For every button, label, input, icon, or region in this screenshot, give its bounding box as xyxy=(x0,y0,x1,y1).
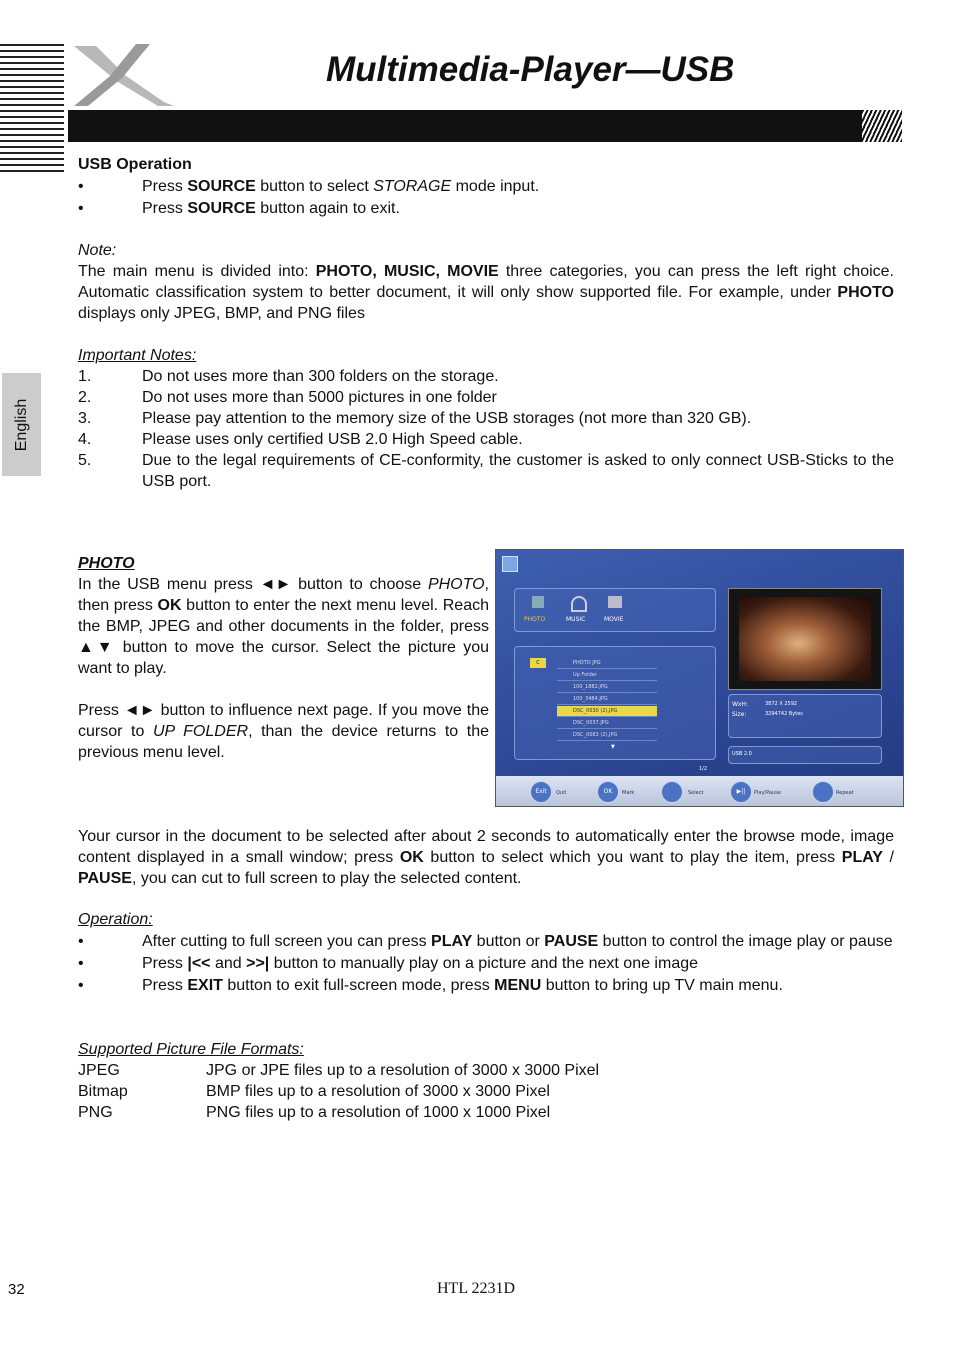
format-row: PNG PNG files up to a resolution of 1000 x 1000 Pixel xyxy=(78,1104,551,1121)
play-pause-button-icon: ▶|| xyxy=(730,781,752,803)
size-value: 3294742 Bytes xyxy=(765,711,803,717)
info-panel xyxy=(728,694,882,738)
header-stripes xyxy=(0,44,64,172)
formats-section xyxy=(78,1039,894,1123)
wxh-value: 3872 X 2592 xyxy=(765,701,798,707)
play-pause-label: Play/Pause xyxy=(754,790,781,796)
scroll-down-arrow: ▼ xyxy=(611,744,615,750)
tab-music: MUSIC xyxy=(566,616,586,623)
file-row: 100_3484.JPG xyxy=(557,694,657,705)
list-item: 2. Do not uses more than 5000 pictures in one folder xyxy=(78,389,497,406)
page-indicator: 1/2 xyxy=(699,766,708,772)
brand-x-logo xyxy=(66,40,176,110)
repeat-label: Repeat xyxy=(836,790,854,796)
select-label: Select xyxy=(688,790,704,796)
drive-indicator: C xyxy=(530,658,546,668)
page-number: 32 xyxy=(8,1281,25,1298)
preview-image xyxy=(739,597,871,681)
note-text: The main menu is divided into: PHOTO, MUSIC, MOVIE three categories, you can press the left right choice. Automatic classification system to better document, it will only show supported file. For example, under PHOTO displays only JPEG, BMP, and PNG files xyxy=(78,263,894,322)
formats-label: Supported Picture File Formats: xyxy=(78,1041,304,1058)
usb-operation-heading: USB Operation xyxy=(78,156,192,173)
repeat-button-icon xyxy=(812,781,834,803)
photo-section xyxy=(78,553,489,763)
category-panel xyxy=(514,588,716,632)
photo-category-icon xyxy=(532,596,544,608)
bullet-item: • Press SOURCE button to select STORAGE mode input. xyxy=(78,178,540,195)
file-row-selected: DSC_0030 (2).JPG xyxy=(557,706,657,717)
file-row: DSC_0083 (2).JPG xyxy=(557,730,657,741)
quit-label: Quit xyxy=(556,790,567,796)
list-item: 3. Please pay attention to the memory size of the USB storages (not more than 320 GB). xyxy=(78,410,752,427)
photo-paragraph-2: Press ◄► button to influence next page. If you move the cursor to UP FOLDER, than the device returns to the previous menu level. xyxy=(78,702,489,761)
preview-frame xyxy=(728,588,882,690)
operation-label: Operation: xyxy=(78,911,153,928)
file-row: PHOTO JPG xyxy=(557,658,657,669)
music-category-icon xyxy=(571,596,587,612)
title-bar-pattern xyxy=(862,110,902,142)
language-tab-label: English xyxy=(12,398,30,451)
list-item: 4. Please uses only certified USB 2.0 High Speed cable. xyxy=(78,431,523,448)
bullet-item: • After cutting to full screen you can press PLAY button or PAUSE button to control the image play or pause xyxy=(78,933,893,950)
bullet-item: • Press |<< and >>| button to manually play on a picture and the next one image xyxy=(78,955,699,972)
movie-category-icon xyxy=(608,596,622,608)
usb-status-panel xyxy=(728,746,882,764)
mark-label: Mark xyxy=(622,790,635,796)
note-section xyxy=(78,240,894,324)
photo-heading: PHOTO xyxy=(78,555,135,572)
important-notes-section xyxy=(78,345,894,492)
wxh-label: WxH: xyxy=(732,701,749,708)
browse-section xyxy=(78,826,894,889)
format-row: Bitmap BMP files up to a resolution of 3000 x 3000 Pixel xyxy=(78,1083,550,1100)
list-item: 1. Do not uses more than 300 folders on the storage. xyxy=(78,368,499,385)
important-notes-label: Important Notes: xyxy=(78,347,197,364)
title-bar xyxy=(68,110,868,142)
file-row: 100_1882.JPG xyxy=(557,682,657,693)
tab-movie: MOVIE xyxy=(604,616,624,623)
list-item: 5. Due to the legal requirements of CE-conformity, the customer is asked to only connect USB-Sticks to the USB port. xyxy=(78,452,894,490)
model-name: HTL 2231D xyxy=(437,1280,516,1297)
file-row: Up Folder xyxy=(557,670,657,681)
tab-photo: PHOTO xyxy=(524,616,546,623)
browse-paragraph: Your cursor in the document to be selected after about 2 seconds to automatically enter the browse mode, image content displayed in a small window; press OK button to select which you want to play the item, press PLAY / PAUSE, you can cut to full screen to play the selected content. xyxy=(78,828,895,887)
note-label: Note: xyxy=(78,242,117,259)
usb-status-label: USB 2.0 xyxy=(732,751,752,757)
usb-operation-section xyxy=(78,154,894,219)
select-button-icon xyxy=(661,781,683,803)
corner-icon xyxy=(502,556,518,572)
size-label: Size: xyxy=(732,711,747,718)
page-title: Multimedia-Player—USB xyxy=(326,50,735,89)
operation-section xyxy=(78,909,894,996)
usb-menu-screenshot xyxy=(495,549,904,807)
bullet-item: • Press EXIT button to exit full-screen mode, press MENU button to bring up TV main menu. xyxy=(78,977,783,994)
bullet-item: • Press SOURCE button again to exit. xyxy=(78,200,400,217)
exit-button-icon: Exit xyxy=(530,781,552,803)
file-row: DSC_0037.JPG xyxy=(557,718,657,729)
format-row: JPEG JPG or JPE files up to a resolution of 3000 x 3000 Pixel xyxy=(78,1062,600,1079)
photo-paragraph-1: In the USB menu press ◄► button to choose PHOTO, then press OK button to enter the next menu level. Reach the BMP, JPEG and other documents in the folder, press ▲▼ button to move the cursor. Select the picture you want to play. xyxy=(78,576,489,677)
language-tab xyxy=(2,373,41,476)
ok-button-icon: OK xyxy=(597,781,619,803)
